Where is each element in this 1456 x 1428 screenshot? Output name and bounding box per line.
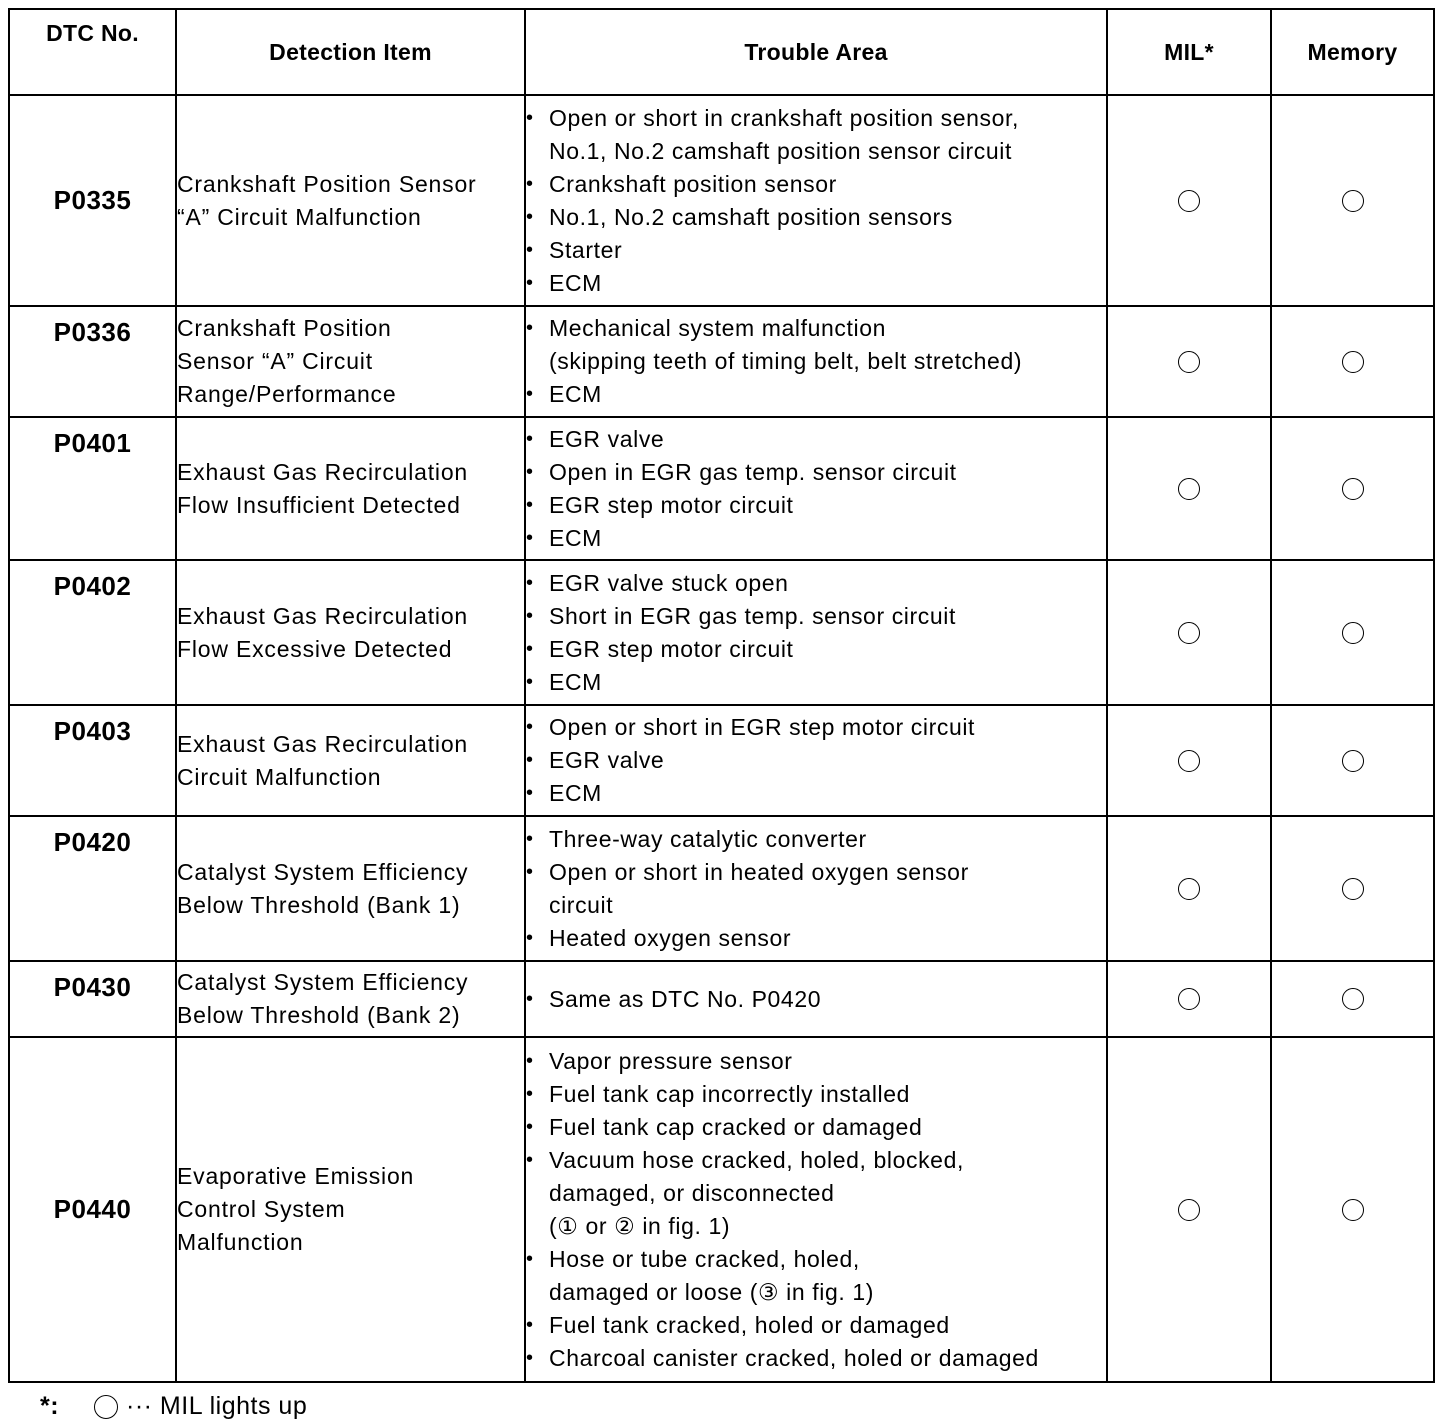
detection-item-line: Range/Performance (177, 381, 397, 407)
circle-mark-icon (1342, 1199, 1364, 1221)
circle-mark-icon (1178, 878, 1200, 900)
detection-item (176, 306, 525, 417)
dtc-code: P0430 (9, 961, 176, 1037)
trouble-area-list (526, 983, 1106, 1016)
bullet-icon: • (526, 782, 534, 804)
dtc-code: P0401 (9, 417, 176, 560)
circle-mark-icon (1342, 750, 1364, 772)
trouble-area-item (526, 567, 1106, 600)
header-dtc-no: DTC No. (9, 9, 176, 95)
detection-item-line: Below Threshold (Bank 2) (177, 1002, 461, 1028)
trouble-area-item (526, 168, 1106, 201)
detection-item-line: Circuit Malfunction (177, 763, 382, 790)
trouble-area-line: Open or short in heated oxygen sensor (549, 858, 969, 885)
trouble-area-line: Open or short in EGR step motor circuit (549, 714, 976, 740)
circle-mark-icon (1178, 478, 1200, 500)
detection-item (176, 705, 525, 816)
bullet-icon: • (526, 1049, 534, 1072)
trouble-area (525, 816, 1107, 961)
trouble-area-line: Mechanical system malfunction (549, 315, 886, 341)
trouble-area-item (526, 234, 1106, 267)
table-row (9, 417, 1434, 560)
header-memory: Memory (1271, 9, 1434, 95)
trouble-area-list (526, 567, 1106, 699)
circle-mark-icon (1342, 351, 1364, 373)
circle-mark-icon (1342, 190, 1364, 212)
detection-item-line: “A” Circuit Malfunction (177, 203, 422, 230)
trouble-area-item (526, 378, 1106, 411)
mil-cell (1107, 95, 1271, 306)
trouble-area-item (526, 267, 1106, 300)
trouble-area-line: Charcoal canister cracked, holed or damaged (549, 1344, 1039, 1371)
circle-mark-icon (1342, 878, 1364, 900)
memory-cell (1271, 306, 1434, 417)
detection-item-line: Below Threshold (Bank 1) (177, 891, 461, 918)
trouble-area (525, 306, 1107, 417)
bullet-icon: • (526, 827, 534, 850)
detection-item (176, 816, 525, 961)
trouble-area (525, 961, 1107, 1037)
circle-mark-icon (1178, 1199, 1200, 1221)
dtc-code: P0335 (9, 95, 176, 306)
table-row (9, 1037, 1434, 1382)
trouble-area-list (526, 711, 1106, 810)
trouble-area-line: damaged or loose (③ in fig. 1) (549, 1278, 874, 1305)
trouble-area-line: Starter (549, 236, 623, 263)
memory-cell (1271, 560, 1434, 705)
header-row (9, 9, 1434, 95)
bullet-icon: • (526, 106, 534, 129)
trouble-area-line: Vapor pressure sensor (549, 1047, 793, 1074)
bullet-icon: • (526, 460, 534, 483)
trouble-area-line: Three-way catalytic converter (549, 825, 867, 852)
bullet-icon: • (526, 317, 534, 339)
trouble-area (525, 1037, 1107, 1382)
bullet-icon: • (526, 205, 534, 228)
bullet-icon: • (526, 749, 534, 771)
bullet-icon: • (526, 1313, 534, 1336)
trouble-area-line: Vacuum hose cracked, holed, blocked, (549, 1146, 964, 1173)
memory-cell (1271, 816, 1434, 961)
bullet-icon: • (526, 493, 534, 516)
trouble-area-line: ECM (549, 668, 602, 695)
trouble-area-item (526, 1045, 1106, 1078)
detection-item-line: Evaporative Emission (177, 1163, 415, 1189)
bullet-icon: • (526, 571, 534, 594)
trouble-area-line: circuit (549, 891, 614, 918)
trouble-area-line: ECM (549, 524, 602, 551)
memory-cell (1271, 417, 1434, 560)
trouble-area-item (526, 102, 1106, 168)
bullet-icon: • (526, 238, 534, 261)
trouble-area-line: Crankshaft position sensor (549, 170, 837, 197)
bullet-icon: • (526, 670, 534, 693)
detection-item-line: Catalyst System Efficiency (177, 858, 469, 885)
trouble-area-item (526, 1111, 1106, 1144)
trouble-area-list (526, 312, 1106, 411)
detection-item-line: Crankshaft Position (177, 315, 392, 341)
bullet-icon: • (526, 383, 534, 405)
trouble-area-list (526, 1045, 1106, 1375)
trouble-area-item (526, 1309, 1106, 1342)
circle-mark-icon (1342, 622, 1364, 644)
circle-mark-icon (1178, 190, 1200, 212)
header-detection-item: Detection Item (176, 9, 525, 95)
bullet-icon: • (526, 1148, 534, 1171)
footnote-text: ··· MIL lights up (126, 1392, 308, 1420)
bullet-icon: • (526, 427, 534, 450)
mil-cell (1107, 417, 1271, 560)
detection-item-line: Flow Insufficient Detected (177, 491, 461, 518)
trouble-area-line: ECM (549, 269, 602, 296)
trouble-area-item (526, 456, 1106, 489)
trouble-area-line: Fuel tank cap cracked or damaged (549, 1113, 923, 1140)
trouble-area-line: (① or ② in fig. 1) (549, 1212, 731, 1239)
trouble-area-line: EGR valve (549, 747, 665, 773)
dtc-code: P0420 (9, 816, 176, 961)
trouble-area-line: EGR valve (549, 425, 665, 452)
mil-cell (1107, 961, 1271, 1037)
trouble-area (525, 417, 1107, 560)
footnote-marker: *: (40, 1392, 60, 1420)
header-mil: MIL* (1107, 9, 1271, 95)
footnote (40, 1392, 307, 1421)
bullet-icon: • (526, 637, 534, 660)
bullet-icon: • (526, 987, 534, 1010)
table-body (9, 95, 1434, 1382)
trouble-area-item (526, 489, 1106, 522)
circle-mark-icon (1178, 750, 1200, 772)
trouble-area-line: Fuel tank cracked, holed or damaged (549, 1311, 950, 1338)
trouble-area-item (526, 522, 1106, 555)
bullet-icon: • (526, 1346, 534, 1369)
trouble-area-line: Open or short in crankshaft position sensor, (549, 104, 1020, 131)
dtc-code: P0336 (9, 306, 176, 417)
memory-cell (1271, 961, 1434, 1037)
detection-item-line: Control System (177, 1196, 346, 1222)
detection-item (176, 417, 525, 560)
detection-item-line: Sensor “A” Circuit (177, 348, 373, 374)
trouble-area-list (526, 102, 1106, 300)
trouble-area-list (526, 823, 1106, 955)
dtc-table (8, 8, 1435, 1383)
dtc-code: P0403 (9, 705, 176, 816)
trouble-area-line: Heated oxygen sensor (549, 924, 792, 951)
trouble-area-item (526, 1342, 1106, 1375)
trouble-area (525, 560, 1107, 705)
detection-item (176, 961, 525, 1037)
trouble-area-line: No.1, No.2 camshaft position sensors (549, 203, 953, 230)
detection-item (176, 1037, 525, 1382)
bullet-icon: • (526, 1247, 534, 1270)
bullet-icon: • (526, 860, 534, 883)
trouble-area-line: Open in EGR gas temp. sensor circuit (549, 458, 957, 485)
trouble-area-item (526, 1243, 1106, 1309)
trouble-area-item (526, 633, 1106, 666)
trouble-area-item (526, 856, 1106, 922)
trouble-area-item (526, 1078, 1106, 1111)
bullet-icon: • (526, 926, 534, 949)
table-row (9, 705, 1434, 816)
trouble-area-item (526, 823, 1106, 856)
circle-mark-icon (1342, 478, 1364, 500)
trouble-area-line: ECM (549, 381, 602, 407)
trouble-area-item (526, 744, 1106, 777)
detection-item (176, 560, 525, 705)
trouble-area-item (526, 666, 1106, 699)
detection-item-line: Exhaust Gas Recirculation (177, 602, 469, 629)
trouble-area-list (526, 423, 1106, 555)
trouble-area-item (526, 922, 1106, 955)
circle-mark-icon (1178, 622, 1200, 644)
trouble-area-item (526, 312, 1106, 378)
trouble-area-line: Hose or tube cracked, holed, (549, 1245, 860, 1272)
table-row (9, 95, 1434, 306)
memory-cell (1271, 95, 1434, 306)
trouble-area-line: damaged, or disconnected (549, 1179, 835, 1206)
trouble-area-item (526, 983, 1106, 1016)
circle-mark-icon (1178, 351, 1200, 373)
trouble-area-item (526, 777, 1106, 810)
mil-cell (1107, 1037, 1271, 1382)
detection-item-line: Exhaust Gas Recirculation (177, 730, 469, 757)
detection-item (176, 95, 525, 306)
memory-cell (1271, 1037, 1434, 1382)
trouble-area-line: (skipping teeth of timing belt, belt stretched) (549, 348, 1023, 374)
bullet-icon: • (526, 716, 534, 738)
mil-cell (1107, 816, 1271, 961)
trouble-area-line: ECM (549, 780, 602, 806)
trouble-area-item (526, 201, 1106, 234)
trouble-area-line: EGR valve stuck open (549, 569, 789, 596)
detection-item-line: Flow Excessive Detected (177, 635, 453, 662)
trouble-area-item (526, 1144, 1106, 1243)
table-row (9, 560, 1434, 705)
trouble-area-line: EGR step motor circuit (549, 635, 794, 662)
dtc-code: P0402 (9, 560, 176, 705)
mil-cell (1107, 705, 1271, 816)
detection-item-line: Exhaust Gas Recirculation (177, 458, 469, 485)
bullet-icon: • (526, 271, 534, 294)
trouble-area-item (526, 711, 1106, 744)
trouble-area-line: Short in EGR gas temp. sensor circuit (549, 602, 956, 629)
bullet-icon: • (526, 1082, 534, 1105)
trouble-area-item (526, 423, 1106, 456)
trouble-area-item (526, 600, 1106, 633)
table-row (9, 306, 1434, 417)
trouble-area-line: Fuel tank cap incorrectly installed (549, 1080, 911, 1107)
memory-cell (1271, 705, 1434, 816)
trouble-area (525, 95, 1107, 306)
bullet-icon: • (526, 604, 534, 627)
header-trouble-area: Trouble Area (525, 9, 1107, 95)
trouble-area-line: Same as DTC No. P0420 (549, 985, 822, 1012)
bullet-icon: • (526, 526, 534, 549)
dtc-code: P0440 (9, 1037, 176, 1382)
circle-mark-icon (1342, 988, 1364, 1010)
bullet-icon: • (526, 1115, 534, 1138)
trouble-area-line: No.1, No.2 camshaft position sensor circuit (549, 137, 1012, 164)
trouble-area (525, 705, 1107, 816)
trouble-area-line: EGR step motor circuit (549, 491, 794, 518)
bullet-icon: • (526, 172, 534, 195)
table-row (9, 816, 1434, 961)
detection-item-line: Crankshaft Position Sensor (177, 170, 477, 197)
circle-mark-icon (94, 1395, 118, 1419)
detection-item-line: Malfunction (177, 1229, 304, 1255)
detection-item-line: Catalyst System Efficiency (177, 969, 469, 995)
table-row (9, 961, 1434, 1037)
mil-cell (1107, 560, 1271, 705)
mil-cell (1107, 306, 1271, 417)
circle-mark-icon (1178, 988, 1200, 1010)
